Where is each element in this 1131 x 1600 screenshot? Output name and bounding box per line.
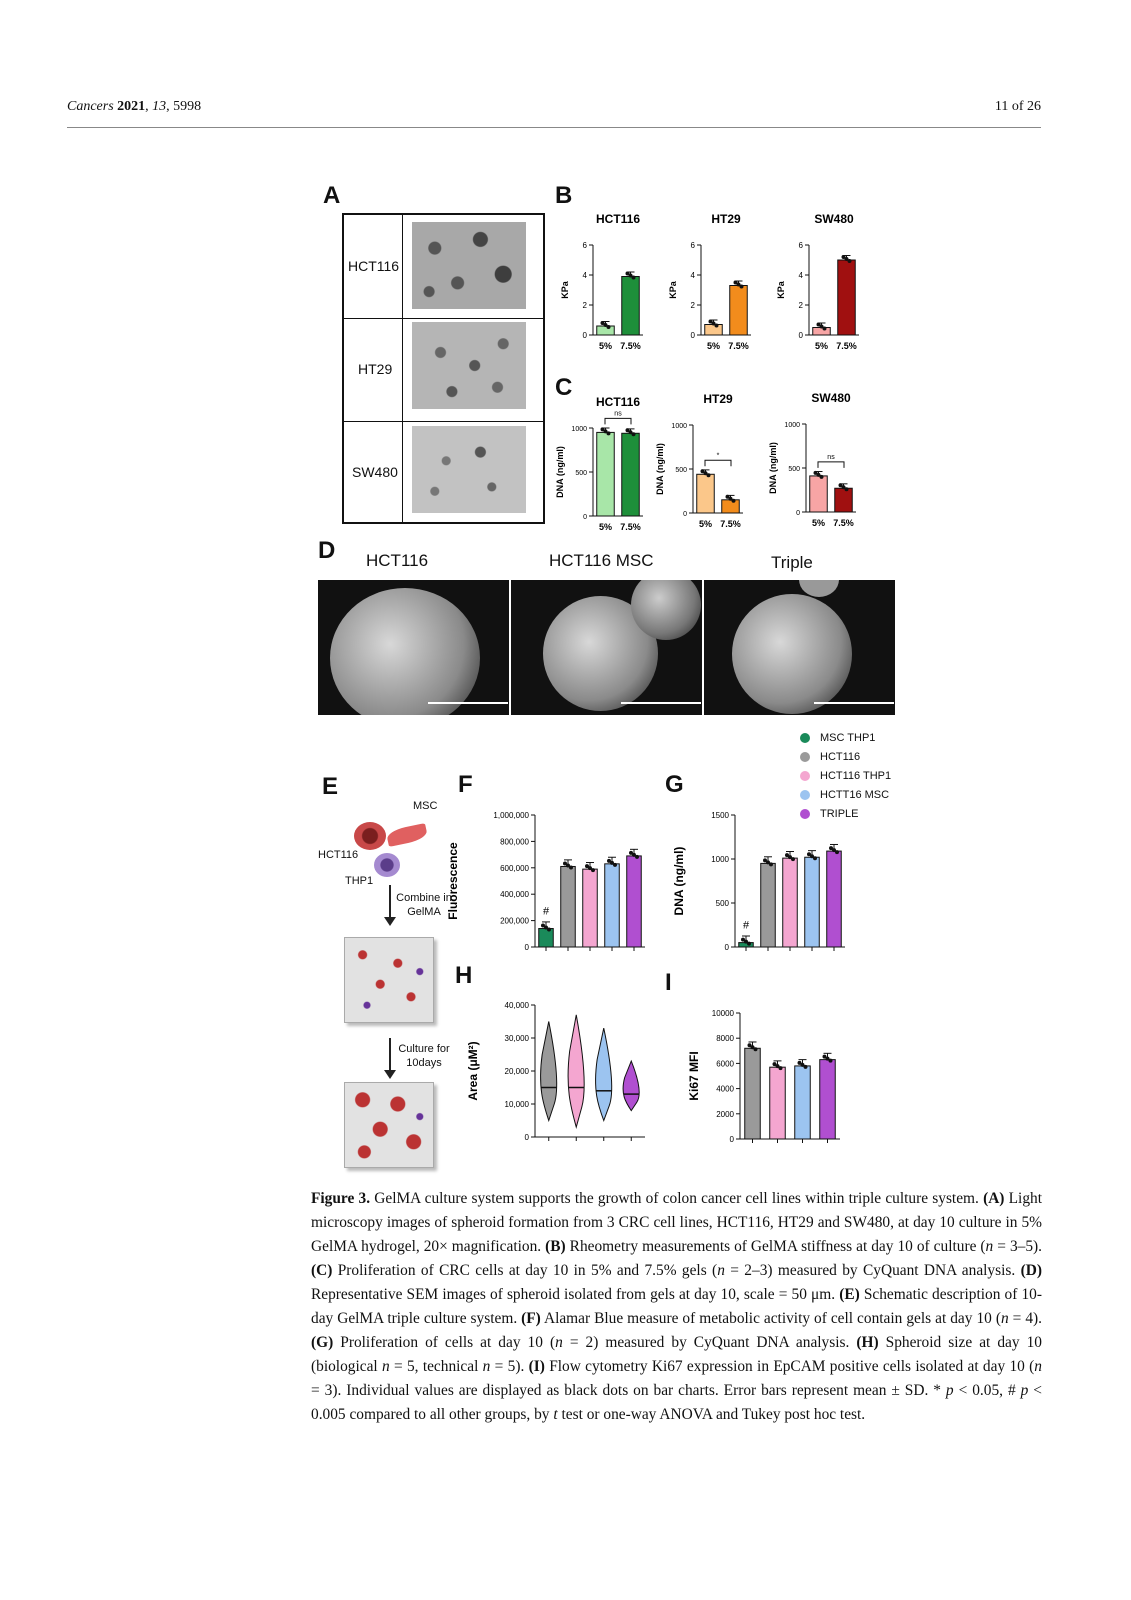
legend-item	[800, 747, 891, 766]
y-tick-label: 4	[798, 271, 803, 280]
sem-title-triple: Triple	[771, 553, 813, 572]
bar	[783, 858, 798, 947]
y-tick-label: 200,000	[500, 916, 529, 926]
chart-title: HCT116	[595, 212, 641, 226]
y-axis-label: KPa	[668, 281, 678, 299]
significance-label: ns	[827, 453, 835, 461]
msc-cell-icon	[386, 823, 428, 847]
y-tick-label: 30,000	[504, 1034, 529, 1043]
y-tick-label: 0	[729, 1135, 734, 1144]
legend-swatch	[800, 733, 810, 743]
violin	[568, 1015, 584, 1127]
data-point	[791, 857, 795, 861]
arrow-down-icon	[389, 885, 391, 919]
y-tick-label: 1500	[711, 811, 729, 820]
caption-label: Figure 3.	[311, 1190, 371, 1207]
legend-label: HCT116 THP1	[820, 769, 892, 782]
y-tick-label: 2000	[716, 1109, 734, 1119]
hash-mark: #	[542, 905, 550, 918]
significance-label: *	[716, 452, 720, 460]
micrograph-hct116	[412, 222, 526, 309]
caption-e-text: Schematic description of 10-day GelMA triple culture system.	[311, 1286, 1042, 1327]
bar	[813, 328, 831, 336]
panels-f-g-h-i	[440, 795, 900, 1155]
y-tick-label: 500	[715, 899, 729, 908]
legend-swatch	[800, 752, 810, 762]
journal-year: 2021	[117, 99, 146, 114]
y-tick-label: 10,000	[504, 1100, 529, 1109]
row-label-sw480: SW480	[352, 464, 398, 480]
legend-label: HCTT16 MSC	[820, 788, 890, 801]
x-tick-label: 7.5%	[728, 341, 749, 351]
data-point	[591, 868, 595, 872]
sem-image-hct116-msc	[511, 580, 702, 715]
data-point	[740, 285, 744, 289]
header-rule	[67, 127, 1041, 128]
caption-a: (A)	[983, 1190, 1005, 1207]
bar	[622, 433, 640, 516]
thp-label: THP1	[345, 875, 374, 887]
x-tick-label: 5%	[598, 341, 613, 351]
panel-label-g: G	[665, 771, 684, 798]
y-tick-label: 0	[798, 331, 803, 340]
chart-title: SW480	[811, 391, 851, 405]
caption-d-text: Representative SEM images of spheroid isolated from gels at day 10, scale = 50 μm.	[311, 1286, 840, 1303]
bar	[770, 1067, 786, 1139]
hash-mark: #	[742, 919, 750, 932]
data-point	[813, 856, 817, 860]
caption-i: (I)	[528, 1358, 545, 1375]
caption-n: n	[1000, 1310, 1009, 1327]
y-tick-label: 1000	[571, 426, 587, 433]
y-tick-label: 0	[582, 331, 587, 340]
data-point	[845, 487, 849, 491]
gel-box-1	[344, 937, 434, 1023]
caption-f-text: Alamar Blue measure of metabolic activity of cell contain gels at day 10 (	[540, 1310, 1001, 1327]
caption-f-text2: = 4).	[1008, 1310, 1042, 1327]
caption-g: (G)	[311, 1334, 334, 1351]
y-tick-label: 0	[724, 943, 729, 952]
data-point	[848, 259, 852, 263]
row-label-ht29: HT29	[358, 361, 393, 377]
arrow-down-icon	[389, 1038, 391, 1072]
hct-label: HCT116	[318, 849, 359, 861]
caption-n: n	[482, 1358, 491, 1375]
bar	[745, 1048, 761, 1139]
caption-b: (B)	[545, 1238, 566, 1255]
journal-name: Cancers	[67, 99, 114, 114]
y-tick-label: 4	[582, 271, 587, 280]
y-tick-label: 6	[582, 241, 587, 250]
significance-bracket	[705, 460, 731, 466]
caption-d: (D)	[1020, 1262, 1042, 1279]
running-header: Cancers 2021, 13, 5998	[67, 99, 202, 114]
caption-p: p	[1020, 1382, 1029, 1399]
y-tick-label: 6000	[716, 1059, 734, 1069]
data-point	[632, 276, 636, 280]
y-tick-label: 600,000	[500, 863, 529, 873]
bar	[622, 277, 640, 336]
y-tick-label: 500	[788, 466, 800, 473]
bar	[605, 864, 620, 947]
msc-label: MSC	[413, 800, 438, 812]
caption-n: n	[985, 1238, 994, 1255]
caption-g-text: Proliferation of cells at day 10 (	[333, 1334, 556, 1351]
violin	[596, 1028, 612, 1120]
y-axis-label: Area (μM²)	[466, 1041, 480, 1101]
sem-title-hct116: HCT116	[366, 551, 429, 570]
caption-g-text2: = 2) measured by CyQuant DNA analysis.	[562, 1334, 857, 1351]
caption-n: n	[1034, 1358, 1042, 1375]
bar	[539, 929, 554, 947]
y-axis-label: DNA (ng/ml)	[655, 443, 665, 495]
y-tick-label: 800,000	[500, 837, 529, 847]
y-tick-label: 0	[796, 510, 800, 517]
micrograph-sw480	[412, 426, 526, 513]
data-point	[547, 928, 551, 932]
caption-n: n	[555, 1334, 563, 1351]
y-tick-label: 500	[575, 470, 587, 477]
caption-a-text: Light microscopy images of spheroid formation from 3 CRC cell lines, HCT116, HT29 and SW480, at day 10 culture in 5% GelMA hydrogel, 20× magnification.	[311, 1190, 1042, 1255]
y-tick-label: 6	[798, 241, 803, 250]
journal-volume: 13	[152, 99, 167, 114]
x-tick-label: 7.5%	[620, 341, 641, 351]
data-point	[607, 325, 611, 329]
caption-title: GelMA culture system supports the growth of colon cancer cell lines within triple culture system.	[370, 1190, 984, 1207]
y-tick-label: 1000	[671, 423, 687, 430]
x-tick-label: 5%	[706, 341, 721, 351]
bar	[820, 1060, 836, 1139]
caption-n: n	[381, 1358, 390, 1375]
y-axis-label: KPa	[776, 281, 786, 299]
panel-label-e: E	[322, 773, 339, 800]
y-axis-label: Fluorescence	[446, 842, 460, 920]
bar	[627, 856, 642, 947]
y-tick-label: 2	[690, 301, 695, 310]
bar	[705, 325, 723, 336]
caption-h: (H)	[856, 1334, 879, 1351]
legend-item	[800, 766, 891, 785]
caption-i-text3: < 0.05, #	[953, 1382, 1021, 1399]
y-tick-label: 20,000	[504, 1067, 529, 1076]
micrograph-ht29	[412, 322, 526, 409]
panel-label-d: D	[318, 537, 336, 564]
bar	[722, 500, 740, 513]
y-tick-label: 1,000,000	[493, 811, 529, 820]
data-point	[747, 942, 751, 946]
y-axis-label: DNA (ng/ml)	[768, 442, 778, 494]
data-point	[823, 327, 827, 331]
sem-title-hct116-msc: HCT116 MSC	[549, 551, 654, 570]
significance-bracket	[818, 462, 844, 468]
caption-i-text: Flow cytometry Ki67 expression in EpCAM positive cells isolated at day 10 (	[544, 1358, 1035, 1375]
arrow-head-icon	[384, 1070, 396, 1079]
hct-cell-icon	[354, 822, 386, 850]
violin	[623, 1061, 639, 1111]
violin	[541, 1022, 557, 1121]
caption-n: n	[717, 1262, 725, 1279]
y-tick-label: 1000	[711, 855, 729, 864]
y-tick-label: 2	[582, 301, 587, 310]
chart-title: HT29	[703, 392, 733, 406]
bar	[761, 863, 776, 947]
y-tick-label: 10000	[711, 1009, 734, 1018]
gel-box-2	[344, 1082, 434, 1168]
x-tick-label: 7.5%	[720, 519, 741, 529]
y-tick-label: 0	[583, 514, 587, 521]
y-tick-label: 8000	[716, 1034, 734, 1044]
bar	[838, 260, 856, 335]
x-tick-label: 5%	[598, 522, 613, 532]
step1-label: Combine in GelMA	[396, 892, 452, 918]
caption-f: (F)	[521, 1310, 541, 1327]
y-axis-label: DNA (ng/ml)	[672, 846, 686, 916]
caption-i-text2: = 3). Individual values are displayed as black dots on bar charts. Error bars represent mean ± SD. *	[311, 1382, 946, 1399]
chart-title: HT29	[711, 212, 741, 226]
bar	[827, 851, 842, 947]
caption-c: (C)	[311, 1262, 333, 1279]
sem-image-triple	[704, 580, 895, 715]
y-tick-label: 2	[798, 301, 803, 310]
legend-label: MSC THP1	[820, 731, 876, 744]
bar	[697, 474, 715, 513]
bar	[597, 326, 615, 335]
data-point	[607, 431, 611, 435]
bar	[561, 866, 576, 947]
y-axis-label: DNA (ng/ml)	[555, 446, 565, 498]
y-axis-label: Ki67 MFI	[687, 1051, 701, 1101]
data-point	[613, 863, 617, 867]
data-point	[804, 1065, 808, 1069]
x-tick-label: 5%	[811, 518, 826, 528]
caption-h-text: Spheroid size at day 10 (biological	[311, 1334, 1042, 1375]
y-tick-label: 500	[675, 467, 687, 474]
y-tick-label: 0	[524, 1133, 529, 1142]
y-tick-label: 1000	[784, 422, 800, 429]
bar	[583, 869, 598, 947]
caption-h-text2: = 5, technical	[389, 1358, 483, 1375]
panel-label-i: I	[665, 969, 672, 996]
page-number: 11 of 26	[994, 99, 1041, 114]
panel-label-c: C	[555, 374, 573, 401]
caption-t: t	[553, 1406, 558, 1423]
bar	[835, 488, 853, 512]
caption-h-text3: = 5).	[490, 1358, 529, 1375]
y-tick-label: 4	[690, 271, 695, 280]
article-number: 5998	[173, 99, 202, 114]
data-point	[715, 324, 719, 328]
data-point	[835, 850, 839, 854]
data-point	[820, 475, 824, 479]
significance-bracket	[605, 418, 631, 424]
bar	[730, 286, 748, 336]
caption-c-text2: = 2–3) measured by CyQuant DNA analysis.	[724, 1262, 1021, 1279]
data-point	[635, 855, 639, 859]
x-tick-label: 7.5%	[833, 518, 854, 528]
x-tick-label: 5%	[698, 519, 713, 529]
y-tick-label: 4000	[716, 1084, 734, 1094]
chart-title: SW480	[814, 212, 854, 226]
caption-b-text: Rheometry measurements of GelMA stiffness at day 10 of culture (	[565, 1238, 986, 1255]
caption-e: (E)	[839, 1286, 860, 1303]
chart-title: HCT116	[595, 395, 641, 409]
data-point	[779, 1066, 783, 1070]
caption-b-text2: = 3–5).	[993, 1238, 1042, 1255]
legend-label: TRIPLE	[820, 807, 859, 820]
step2-label: Culture for 10days	[398, 1043, 450, 1069]
caption-i-text5: test or one-way ANOVA and Tukey post hoc test.	[557, 1406, 866, 1423]
bar	[795, 1066, 811, 1139]
bar	[805, 857, 820, 947]
data-point	[829, 1059, 833, 1063]
panel-label-b: B	[555, 182, 573, 209]
legend-swatch	[800, 771, 810, 781]
data-point	[754, 1047, 758, 1051]
data-point	[569, 865, 573, 869]
caption-c-text: Proliferation of CRC cells at day 10 in 5% and 7.5% gels (	[332, 1262, 718, 1279]
data-point	[707, 473, 711, 477]
panel-label-f: F	[458, 771, 473, 798]
x-tick-label: 7.5%	[620, 522, 641, 532]
row-label-hct116: HCT116	[348, 258, 400, 274]
data-point	[769, 862, 773, 866]
y-tick-label: 6	[690, 241, 695, 250]
thp-cell-icon	[374, 853, 400, 877]
y-tick-label: 400,000	[500, 890, 529, 900]
legend-item	[800, 728, 891, 747]
bar	[810, 476, 828, 512]
x-tick-label: 5%	[814, 341, 829, 351]
caption-i-text4: < 0.005 compared to all other groups, by	[311, 1382, 1042, 1423]
bar	[597, 432, 615, 516]
x-tick-label: 7.5%	[836, 341, 857, 351]
y-axis-label: KPa	[560, 281, 570, 299]
y-tick-label: 0	[683, 511, 687, 518]
panels-b-c	[548, 195, 888, 540]
y-tick-label: 40,000	[504, 1001, 529, 1010]
y-tick-label: 0	[690, 331, 695, 340]
legend-label: HCT116	[820, 750, 861, 763]
y-tick-label: 0	[524, 943, 529, 952]
caption-p: p	[945, 1382, 954, 1399]
data-point	[732, 499, 736, 503]
significance-label: ns	[614, 410, 622, 418]
panel-label-h: H	[455, 962, 473, 989]
data-point	[632, 432, 636, 436]
panel-label-a: A	[323, 182, 341, 209]
figure-caption	[311, 1187, 1042, 1427]
sem-image-hct116	[318, 580, 509, 715]
